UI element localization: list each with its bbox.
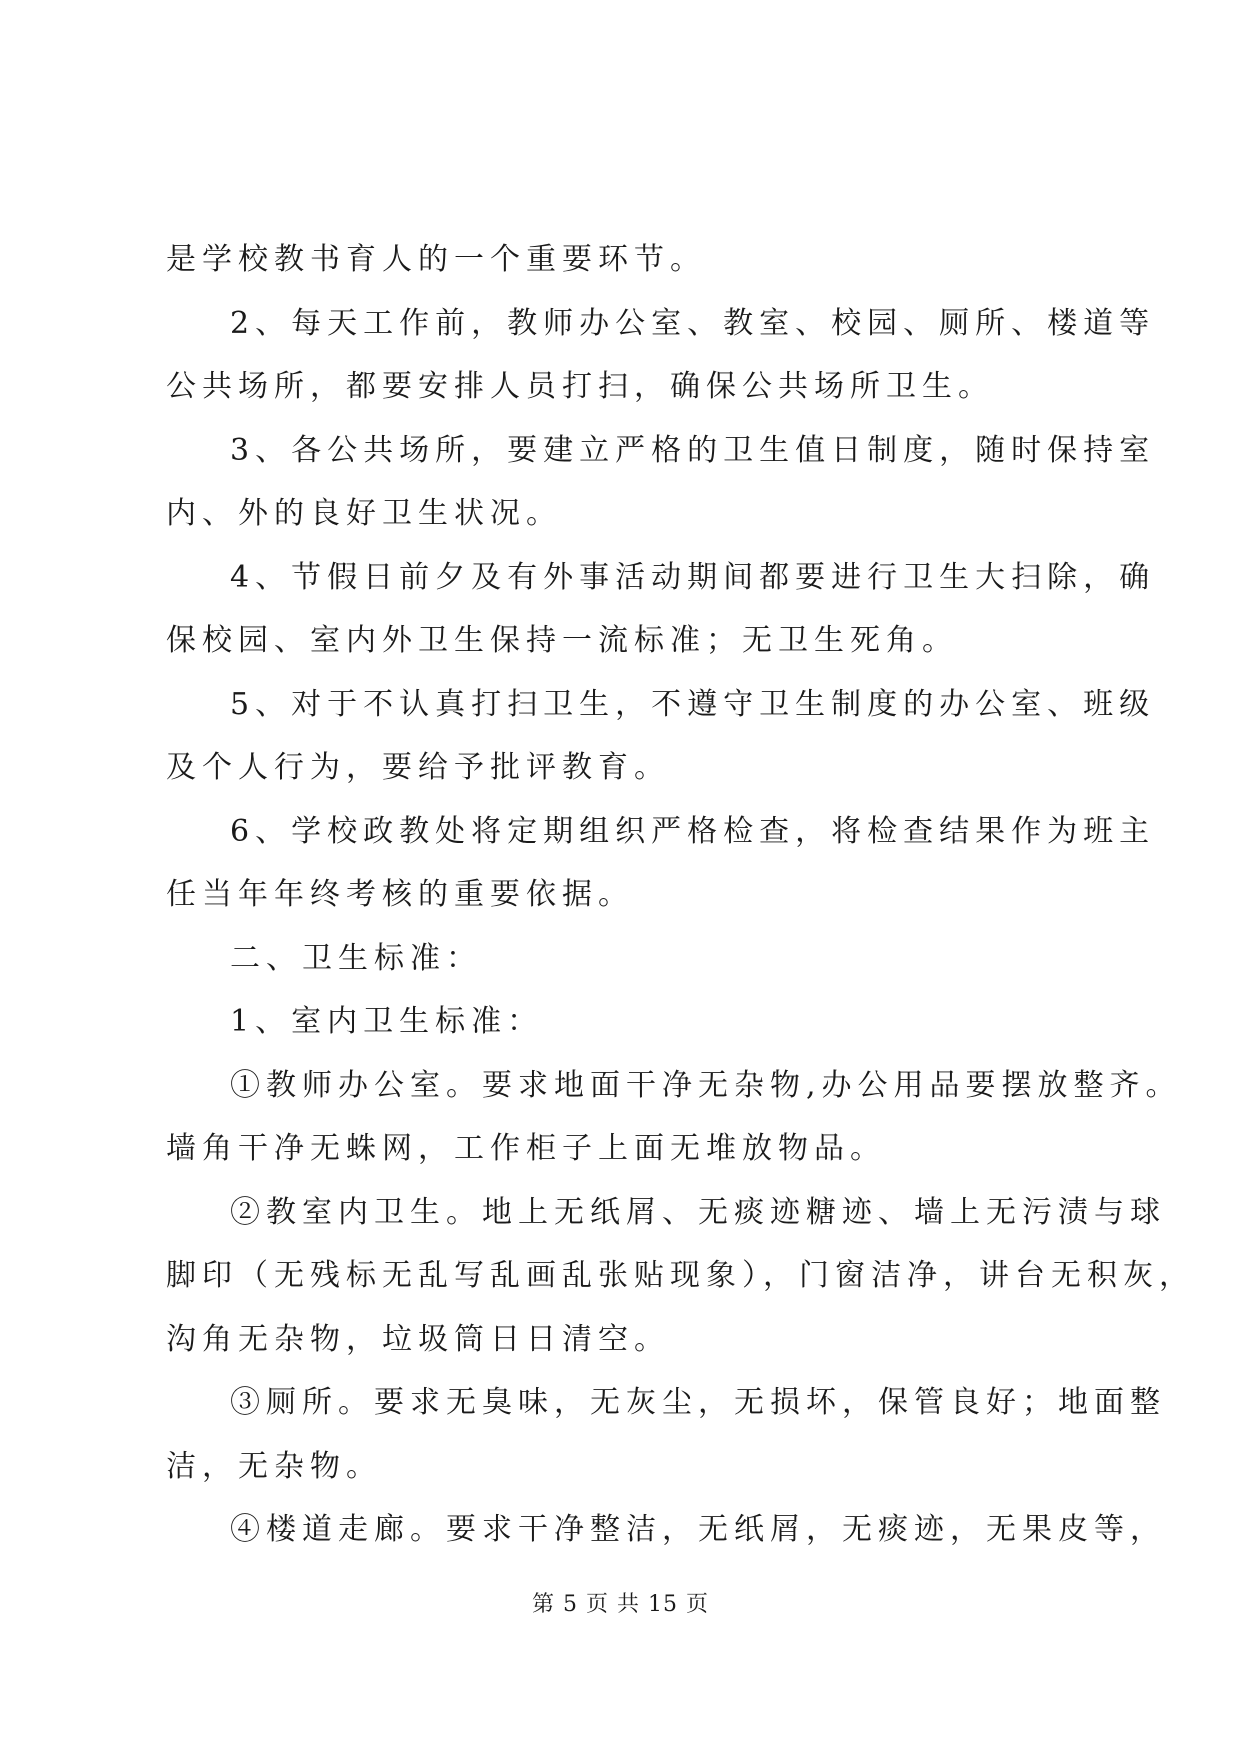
text-line: ③厕所。要求无臭味，无灰尘，无损坏，保管良好；地面整: [230, 1385, 1166, 1420]
text-line: 5、对于不认真打扫卫生，不遵守卫生制度的办公室、班级: [230, 686, 1156, 722]
text-line: 脚印（无残标无乱写乱画乱张贴现象），门窗洁净，讲台无积灰，: [166, 1258, 1195, 1293]
text-line: 3、各公共场所，要建立严格的卫生值日制度，随时保持室: [230, 432, 1156, 468]
text-line: 公共场所，都要安排人员打扫，确保公共场所卫生。: [166, 369, 994, 404]
page-number-footer: 第 5 页 共 15 页: [532, 1592, 709, 1617]
text-line: 任当年年终考核的重要依据。: [166, 877, 634, 912]
text-line: ②教室内卫生。地上无纸屑、无痰迹糖迹、墙上无污渍与球: [230, 1194, 1166, 1230]
text-line: 内、外的良好卫生状况。: [166, 496, 562, 531]
text-line: 墙角干净无蛛网，工作柜子上面无堆放物品。: [166, 1131, 886, 1166]
section-heading: 二、卫生标准：: [230, 940, 482, 976]
text-line: 保校园、室内外卫生保持一流标准；无卫生死角。: [166, 623, 958, 658]
text-line: 4、节假日前夕及有外事活动期间都要进行卫生大扫除，确: [230, 559, 1156, 595]
text-line: 6、学校政教处将定期组织严格检查，将检查结果作为班主: [230, 813, 1156, 849]
text-line: 沟角无杂物，垃圾筒日日清空。: [166, 1321, 670, 1357]
subsection-heading: 1、室内卫生标准：: [230, 1004, 544, 1039]
text-line: 是学校教书育人的一个重要环节。: [166, 242, 706, 277]
text-line: 洁，无杂物。: [166, 1448, 382, 1484]
document-body: [166, 228, 1195, 1562]
text-line: 及个人行为，要给予批评教育。: [166, 750, 670, 785]
text-line: ①教师办公室。要求地面干净无杂物,办公用品要摆放整齐。: [230, 1067, 1182, 1103]
text-line: ④楼道走廊。要求干净整洁，无纸屑，无痰迹，无果皮等，: [230, 1512, 1166, 1547]
text-line: 2、每天工作前，教师办公室、教室、校园、厕所、楼道等: [230, 305, 1156, 341]
